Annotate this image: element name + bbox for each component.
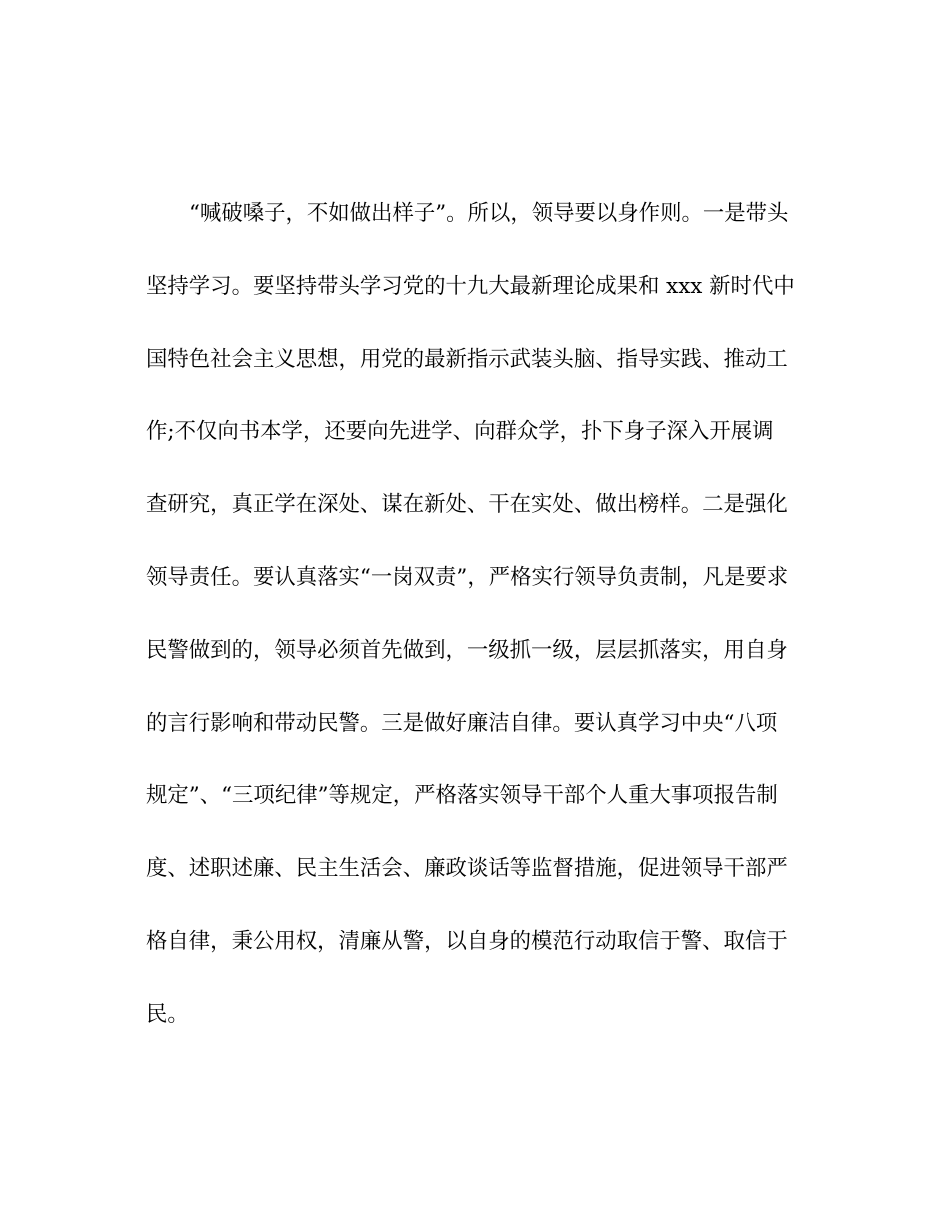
paragraph-line: 度、述职述廉、民主生活会、廉政谈话等监督措施，促进领导干部严 <box>146 856 788 882</box>
paragraph-line: 查研究，真正学在深处、谋在新处、干在实处、做出榜样。二是强化 <box>146 492 788 518</box>
paragraph-line: 作;不仅向书本学，还要向先进学、向群众学，扑下身子深入开展调 <box>146 419 774 445</box>
paragraph-line: 规定”、“三项纪律”等规定，严格落实领导干部个人重大事项报告制 <box>146 783 778 809</box>
paragraph-line: 格自律，秉公用权，清廉从警，以自身的模范行动取信于警、取信于 <box>146 928 788 954</box>
paragraph-line: 坚持学习。要坚持带头学习党的十九大最新理论成果和 xxx 新时代中 <box>146 273 795 299</box>
body-paragraph <box>146 194 806 1068</box>
paragraph-line: 的言行影响和带动民警。三是做好廉洁自律。要认真学习中央“八项 <box>146 710 778 736</box>
paragraph-line: “喊破嗓子，不如做出样子”。所以，领导要以身作则。一是带头 <box>189 201 789 226</box>
paragraph-line: 国特色社会主义思想，用党的最新指示武装头脑、指导实践、推动工 <box>146 346 788 372</box>
paragraph-line: 领导责任。要认真落实“一岗双责”，严格实行领导负责制，凡是要求 <box>146 564 789 590</box>
paragraph-line: 民警做到的，领导必须首先做到，一级抓一级，层层抓落实，用自身 <box>146 637 788 663</box>
paragraph-line: 民。 <box>146 1001 189 1027</box>
